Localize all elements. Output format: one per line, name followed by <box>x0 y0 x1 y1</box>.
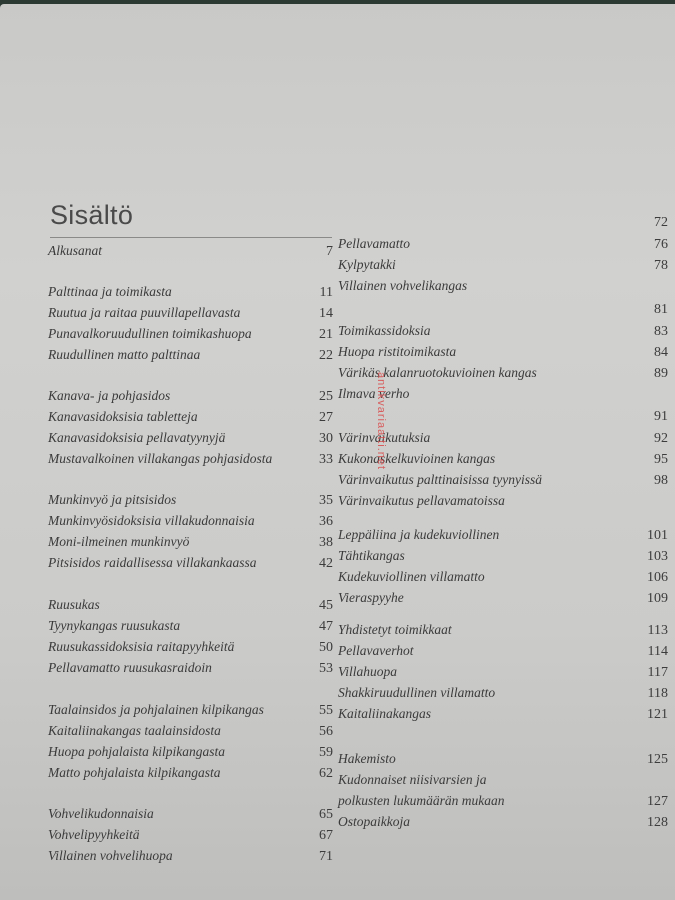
toc-entry <box>48 636 333 657</box>
toc-entry <box>338 275 668 296</box>
toc-entry <box>338 299 668 320</box>
toc-entry-page: 91 <box>654 409 668 424</box>
toc-entry <box>48 657 333 678</box>
toc-entry-title: Alkusanat <box>48 243 102 258</box>
toc-entry <box>48 720 333 741</box>
toc-entry <box>338 524 668 545</box>
toc-entry <box>48 510 333 531</box>
toc-entry-title: Kudonnaiset niisivarsien ja <box>338 772 487 787</box>
toc-entry-title: Vohvelipyyhkeitä <box>48 827 140 842</box>
toc-entry-title: Kylpytakki <box>338 257 396 272</box>
toc-entry-page: 56 <box>319 724 333 739</box>
toc-entry <box>48 323 333 344</box>
toc-entry-page: 11 <box>319 285 333 300</box>
toc-entry-page: 71 <box>319 849 333 864</box>
toc-entry-page: 101 <box>647 528 668 543</box>
toc-group <box>338 524 668 608</box>
toc-group <box>48 699 333 783</box>
toc-entry-title: Kaitaliinakangas <box>338 706 432 721</box>
toc-entry <box>48 845 333 866</box>
toc-entry <box>48 281 333 302</box>
toc-group <box>338 212 668 296</box>
toc-entry <box>338 233 668 254</box>
toc-entry-page: 89 <box>654 366 668 381</box>
toc-entry-title: Matto pohjalaista kilpikangasta <box>48 765 221 780</box>
toc-entry-page: 65 <box>319 807 333 822</box>
toc-entry-title: Villainen vohvelikangas <box>338 278 468 293</box>
toc-group <box>338 619 668 724</box>
toc-entry-page: 59 <box>319 745 333 760</box>
toc-entry <box>48 699 333 720</box>
toc-entry-title: Värikäs kalanruotokuvioinen kangas <box>338 365 537 380</box>
toc-entry-title: Ilmava verho <box>338 386 410 401</box>
toc-group <box>338 299 668 404</box>
toc-group <box>48 240 333 261</box>
toc-entry-title: Punavalkoruudullinen toimikashuopa <box>48 326 252 341</box>
toc-entry <box>48 762 333 783</box>
toc-entry-page: 92 <box>654 431 668 446</box>
toc-entry-title: Ruutua ja raitaa puuvillapellavasta <box>48 305 241 320</box>
toc-left-column <box>48 240 333 866</box>
toc-entry-page: 72 <box>654 215 668 230</box>
toc-entry <box>338 341 668 362</box>
toc-entry-title: Vohvelikudonnaisia <box>48 806 154 821</box>
watermark: antikvariaatti.net <box>375 372 387 471</box>
toc-entry-title: Kanava- ja pohjasidos <box>48 388 171 403</box>
toc-entry-title: Moni-ilmeinen munkinvyö <box>48 534 190 549</box>
toc-entry-page: 98 <box>654 473 668 488</box>
toc-entry <box>338 587 668 608</box>
toc-entry-title: Pitsisidos raidallisessa villakankaassa <box>48 555 257 570</box>
toc-entry <box>338 790 668 811</box>
toc-entry-title: Pellavamatto ruusukasraidoin <box>48 660 212 675</box>
title-divider <box>50 237 332 238</box>
toc-entry-page: 55 <box>319 703 333 718</box>
toc-entry-title: Yhdistetyt toimikkaat <box>338 622 452 637</box>
toc-entry-page: 78 <box>654 258 668 273</box>
toc-entry <box>338 490 668 511</box>
toc-entry-title: Kanavasidoksisia pellavatyynyjä <box>48 430 226 445</box>
toc-entry-page: 118 <box>647 686 668 701</box>
toc-entry <box>338 619 668 640</box>
toc-group <box>48 803 333 866</box>
toc-entry <box>48 385 333 406</box>
toc-entry <box>338 406 668 427</box>
toc-entry <box>48 302 333 323</box>
book-page <box>0 4 675 900</box>
toc-entry-page: 103 <box>647 549 668 564</box>
toc-group <box>338 748 668 832</box>
toc-entry-page: 125 <box>647 752 668 767</box>
toc-entry-title: Taalainsidos ja pohjalainen kilpikangas <box>48 702 264 717</box>
toc-entry-title: Mustavalkoinen villakangas pohjasidosta <box>48 451 273 466</box>
toc-entry-title: Kanavasidoksisia tabletteja <box>48 409 198 424</box>
toc-entry <box>338 682 668 703</box>
toc-entry-title: Huopa pohjalaista kilpikangasta <box>48 744 225 759</box>
toc-entry-title: Ruusukas <box>48 597 100 612</box>
toc-entry <box>338 661 668 682</box>
toc-group <box>48 385 333 469</box>
toc-entry <box>48 448 333 469</box>
toc-entry <box>338 320 668 341</box>
toc-entry <box>48 427 333 448</box>
toc-entry-title: Toimikassidoksia <box>338 323 431 338</box>
toc-entry <box>338 769 668 790</box>
toc-entry-page: 38 <box>319 535 333 550</box>
toc-entry-page: 14 <box>319 306 333 321</box>
toc-entry-title: Ruusukassidoksisia raitapyyhkeitä <box>48 639 235 654</box>
toc-entry-title: Ostopaikkoja <box>338 814 410 829</box>
toc-entry <box>338 469 668 490</box>
toc-entry-page: 27 <box>319 410 333 425</box>
toc-entry <box>338 703 668 724</box>
toc-entry <box>48 489 333 510</box>
toc-entry-page: 33 <box>319 452 333 467</box>
toc-entry-page: 67 <box>319 828 333 843</box>
toc-entry <box>48 594 333 615</box>
toc-entry-page: 109 <box>647 591 668 606</box>
toc-entry-title: Pellavamatto <box>338 236 410 251</box>
toc-entry-title: Pellavaverhot <box>338 643 414 658</box>
toc-entry-page: 84 <box>654 345 668 360</box>
toc-group <box>48 281 333 365</box>
toc-entry-title: Huopa ristitoimikasta <box>338 344 457 359</box>
toc-entry-page: 114 <box>647 644 668 659</box>
toc-entry-page: 30 <box>319 431 333 446</box>
toc-entry-title: Munkinvyösidoksisia villakudonnaisia <box>48 513 255 528</box>
toc-entry-page: 35 <box>319 493 333 508</box>
toc-entry-title: Tähtikangas <box>338 548 405 563</box>
toc-group <box>48 594 333 678</box>
toc-entry-title: Villahuopa <box>338 664 397 679</box>
toc-entry <box>338 640 668 661</box>
toc-entry <box>338 545 668 566</box>
toc-entry-page: 53 <box>319 661 333 676</box>
toc-entry-title: Palttinaa ja toimikasta <box>48 284 172 299</box>
page-title: Sisältö <box>50 200 134 230</box>
toc-entry-page: 42 <box>319 556 333 571</box>
toc-entry-title: Vieraspyyhe <box>338 590 404 605</box>
toc-entry-page: 50 <box>319 640 333 655</box>
toc-entry <box>338 748 668 769</box>
toc-entry-title: Tyynykangas ruusukasta <box>48 618 181 633</box>
toc-entry-page: 95 <box>654 452 668 467</box>
toc-entry <box>338 427 668 448</box>
toc-entry-page: 113 <box>647 623 668 638</box>
toc-entry <box>338 212 668 233</box>
toc-entry-page: 21 <box>319 327 333 342</box>
toc-entry <box>48 803 333 824</box>
toc-entry-title: Värinvaikutus palttinaisissa tyynyissä <box>338 472 542 487</box>
toc-entry-title: Villainen vohvelihuopa <box>48 848 173 863</box>
toc-entry-page: 128 <box>647 815 668 830</box>
toc-entry-title: Kudekuviollinen villamatto <box>338 569 485 584</box>
toc-entry-page: 22 <box>319 348 333 363</box>
toc-entry-page: 62 <box>319 766 333 781</box>
toc-group <box>338 406 668 511</box>
toc-entry-title: Shakkiruudullinen villamatto <box>338 685 496 700</box>
toc-entry-title: Munkinvyö ja pitsisidos <box>48 492 177 507</box>
toc-entry <box>48 240 333 261</box>
toc-entry-page: 76 <box>654 237 668 252</box>
toc-entry-page: 81 <box>654 302 668 317</box>
toc-entry <box>48 824 333 845</box>
toc-entry <box>338 383 668 404</box>
toc-entry <box>338 811 668 832</box>
toc-entry-page: 47 <box>319 619 333 634</box>
toc-entry-title: Kaitaliinakangas taalainsidosta <box>48 723 221 738</box>
toc-entry <box>48 344 333 365</box>
toc-entry-page: 7 <box>326 244 333 259</box>
toc-entry <box>48 615 333 636</box>
toc-entry <box>338 566 668 587</box>
toc-entry-title: Kukonaskelkuvioinen kangas <box>338 451 496 466</box>
toc-entry-page: 83 <box>654 324 668 339</box>
toc-entry-page: 36 <box>319 514 333 529</box>
toc-entry <box>48 741 333 762</box>
toc-entry-page: 121 <box>647 707 668 722</box>
toc-entry-title: Ruudullinen matto palttinaa <box>48 347 201 362</box>
toc-entry-title: Värinvaikutuksia <box>338 430 431 445</box>
toc-entry-page: 117 <box>647 665 668 680</box>
toc-entry-title: polkusten lukumäärän mukaan <box>338 793 505 808</box>
toc-entry <box>48 552 333 573</box>
toc-entry-title: Leppäliina ja kudekuviollinen <box>338 527 500 542</box>
toc-entry-page: 25 <box>319 389 333 404</box>
toc-entry <box>338 362 668 383</box>
toc-entry-title: Hakemisto <box>338 751 396 766</box>
toc-entry-page: 127 <box>647 794 668 809</box>
toc-entry <box>338 254 668 275</box>
toc-entry <box>48 406 333 427</box>
toc-entry-page: 106 <box>647 570 668 585</box>
toc-entry <box>338 448 668 469</box>
toc-right-column <box>338 212 668 832</box>
toc-entry-title: Värinvaikutus pellavamatoissa <box>338 493 505 508</box>
toc-entry-page: 45 <box>319 598 333 613</box>
toc-entry <box>48 531 333 552</box>
toc-group <box>48 489 333 573</box>
